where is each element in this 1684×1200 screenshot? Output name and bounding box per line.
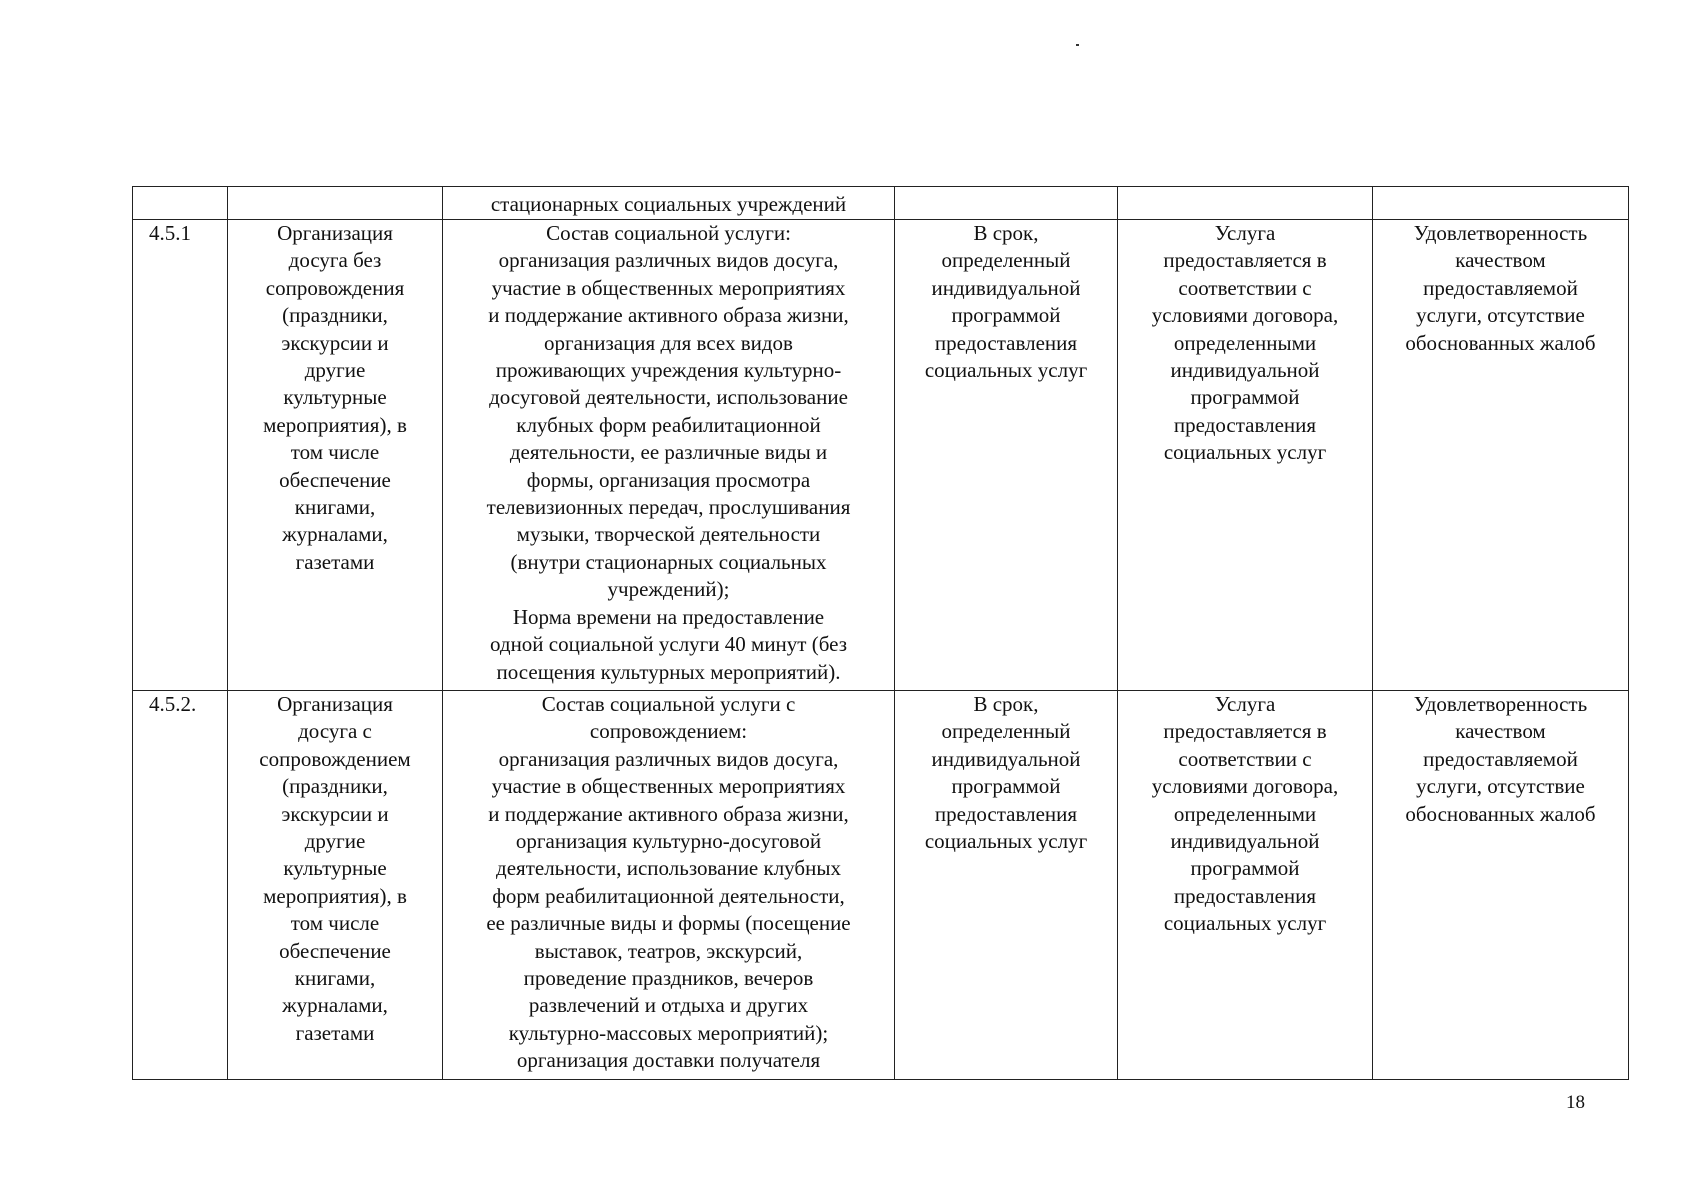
scan-dot <box>1076 44 1079 46</box>
cell-content: Состав социальной услуги с сопровождением: организация различных видов досуга, участие в общественных мероприятиях и поддержание активного образа жизни, организация культурно-досуговой деятельности, использование клубных форм реабилитационной деятельности, ее различные виды и формы (посещение выставок, театров, экскурсий, проведение праздников, вечеров развлечений и отдыха и других культурно-массовых мероприятий); организация доставки получателя <box>443 691 895 1080</box>
services-table <box>132 186 1629 1080</box>
cell-quality <box>1373 187 1629 220</box>
cell-conditions: Услуга предоставляется в соответствии с условиями договора, определенными индивидуальной программой предоставления социальных услуг <box>1118 220 1373 691</box>
cell-term: В срок, определенный индивидуальной программой предоставления социальных услуг <box>895 220 1118 691</box>
page-number: 18 <box>1566 1092 1585 1113</box>
cell-quality: Удовлетворенность качеством предоставляемой услуги, отсутствие обоснованных жалоб <box>1373 691 1629 1080</box>
cell-content: Состав социальной услуги: организация различных видов досуга, участие в общественных мероприятиях и поддержание активного образа жизни, организация для всех видов проживающих учреждения культурно- досуговой деятельности, использование клубных форм реабилитационной деятельности, ее различные виды и формы, организация просмотра телевизионных передач, прослушивания музыки, творческой деятельности (внутри стационарных социальных учреждений); Норма времени на предоставление одной социальной услуги 40 минут (без посещения культурных мероприятий). <box>443 220 895 691</box>
table-row <box>133 691 1629 1080</box>
cell-term <box>895 187 1118 220</box>
cell-quality: Удовлетворенность качеством предоставляемой услуги, отсутствие обоснованных жалоб <box>1373 220 1629 691</box>
cell-term: В срок, определенный индивидуальной программой предоставления социальных услуг <box>895 691 1118 1080</box>
cell-number: 4.5.2. <box>133 691 228 1080</box>
cell-service <box>228 187 443 220</box>
cell-conditions <box>1118 187 1373 220</box>
table-row <box>133 220 1629 691</box>
cell-number <box>133 187 228 220</box>
cell-conditions: Услуга предоставляется в соответствии с условиями договора, определенными индивидуальной программой предоставления социальных услуг <box>1118 691 1373 1080</box>
continuation-row <box>133 187 1629 220</box>
cell-service: Организация досуга с сопровождением (праздники, экскурсии и другие культурные мероприятия), в том числе обеспечение книгами, журналами, газетами <box>228 691 443 1080</box>
cell-number: 4.5.1 <box>133 220 228 691</box>
cell-content: стационарных социальных учреждений <box>443 187 895 220</box>
cell-service: Организация досуга без сопровождения (праздники, экскурсии и другие культурные мероприятия), в том числе обеспечение книгами, журналами, газетами <box>228 220 443 691</box>
